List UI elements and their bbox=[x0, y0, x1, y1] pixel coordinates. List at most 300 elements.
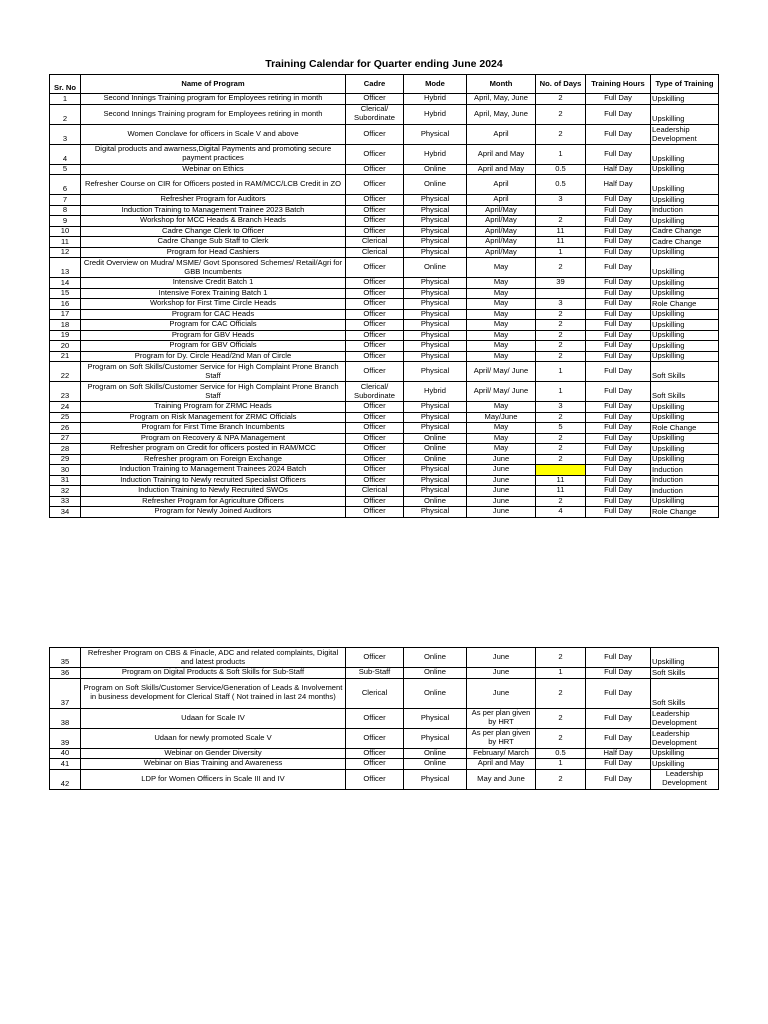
cadre-cell: Officer bbox=[346, 769, 404, 789]
type-cell: Induction bbox=[651, 486, 719, 497]
month-cell: May bbox=[467, 444, 536, 455]
hours-cell: Full Day bbox=[586, 309, 651, 320]
table-row bbox=[50, 144, 719, 164]
page-title: Training Calendar for Quarter ending June 2024 bbox=[265, 58, 503, 70]
type-cell: Upskilling bbox=[651, 496, 719, 507]
cadre-cell: Officer bbox=[346, 708, 404, 728]
mode-cell: Physical bbox=[404, 351, 467, 362]
table-row bbox=[50, 237, 719, 248]
program-name-cell: Refresher program on Foreign Exchange bbox=[81, 454, 346, 465]
program-name-cell: Second Innings Training program for Employees retiring in month bbox=[81, 104, 346, 124]
hours-cell: Full Day bbox=[586, 205, 651, 216]
table-row bbox=[50, 496, 719, 507]
sr-no-cell: 12 bbox=[50, 247, 81, 258]
mode-cell: Physical bbox=[404, 769, 467, 789]
mode-cell: Online bbox=[404, 454, 467, 465]
sr-no-cell: 29 bbox=[50, 454, 81, 465]
hours-cell: Full Day bbox=[586, 402, 651, 413]
sr-no-cell: 30 bbox=[50, 465, 81, 476]
month-cell: June bbox=[467, 678, 536, 708]
days-cell: 1 bbox=[536, 362, 586, 382]
month-cell: February/ March bbox=[467, 748, 536, 759]
type-cell: Upskilling bbox=[651, 309, 719, 320]
table-row bbox=[50, 507, 719, 518]
month-cell: As per plan given by HRT bbox=[467, 728, 536, 748]
month-cell: April/May bbox=[467, 247, 536, 258]
type-cell: Upskilling bbox=[651, 216, 719, 227]
sr-no-cell: 18 bbox=[50, 320, 81, 331]
program-name-cell: Training Program for ZRMC Heads bbox=[81, 402, 346, 413]
cadre-cell: Officer bbox=[346, 648, 404, 668]
sr-no-cell: 20 bbox=[50, 341, 81, 352]
hours-cell: Full Day bbox=[586, 678, 651, 708]
table-row bbox=[50, 299, 719, 310]
month-cell: June bbox=[467, 648, 536, 668]
program-name-cell: Program for Head Cashiers bbox=[81, 247, 346, 258]
days-cell: 2 bbox=[536, 444, 586, 455]
cadre-cell: Clerical bbox=[346, 486, 404, 497]
month-cell: April bbox=[467, 195, 536, 206]
cadre-cell: Officer bbox=[346, 175, 404, 195]
table-row bbox=[50, 104, 719, 124]
mode-cell: Online bbox=[404, 175, 467, 195]
sr-no-cell: 13 bbox=[50, 258, 81, 278]
type-cell: Role Change bbox=[651, 507, 719, 518]
sr-no-cell: 33 bbox=[50, 496, 81, 507]
cadre-cell: Officer bbox=[346, 402, 404, 413]
month-cell: April/May bbox=[467, 226, 536, 237]
table-row bbox=[50, 486, 719, 497]
program-name-cell: Women Conclave for officers in Scale V and above bbox=[81, 124, 346, 144]
type-cell: Upskilling bbox=[651, 288, 719, 299]
hours-cell: Full Day bbox=[586, 759, 651, 770]
days-cell bbox=[536, 288, 586, 299]
sr-no-cell: 8 bbox=[50, 205, 81, 216]
sr-no-cell: 27 bbox=[50, 433, 81, 444]
days-cell: 11 bbox=[536, 475, 586, 486]
program-name-cell: Webinar on Bias Training and Awareness bbox=[81, 759, 346, 770]
days-cell: 1 bbox=[536, 759, 586, 770]
cadre-cell: Clerical/ Subordinate bbox=[346, 104, 404, 124]
table-row bbox=[50, 433, 719, 444]
sr-no-cell: 9 bbox=[50, 216, 81, 227]
sr-no-cell: 35 bbox=[50, 648, 81, 668]
sr-no-cell: 40 bbox=[50, 748, 81, 759]
table-row bbox=[50, 164, 719, 175]
sr-no-cell: 15 bbox=[50, 288, 81, 299]
type-cell: Upskilling bbox=[651, 330, 719, 341]
month-cell: May bbox=[467, 341, 536, 352]
type-cell: Upskilling bbox=[651, 320, 719, 331]
table-row bbox=[50, 708, 719, 728]
type-cell: Upskilling bbox=[651, 104, 719, 124]
sr-no-cell: 34 bbox=[50, 507, 81, 518]
header-cadre: Cadre bbox=[346, 75, 404, 94]
program-name-cell: Intensive Credit Batch 1 bbox=[81, 278, 346, 289]
cadre-cell: Officer bbox=[346, 216, 404, 227]
days-cell: 11 bbox=[536, 237, 586, 248]
program-name-cell: Program on Recovery & NPA Management bbox=[81, 433, 346, 444]
sr-no-cell: 36 bbox=[50, 668, 81, 679]
mode-cell: Online bbox=[404, 748, 467, 759]
table-row bbox=[50, 94, 719, 105]
days-cell: 2 bbox=[536, 309, 586, 320]
days-cell: 11 bbox=[536, 226, 586, 237]
type-cell: Upskilling bbox=[651, 94, 719, 105]
days-cell: 2 bbox=[536, 330, 586, 341]
hours-cell: Full Day bbox=[586, 668, 651, 679]
sr-no-cell: 26 bbox=[50, 423, 81, 434]
program-name-cell: Workshop for MCC Heads & Branch Heads bbox=[81, 216, 346, 227]
hours-cell: Full Day bbox=[586, 94, 651, 105]
days-cell: 2 bbox=[536, 341, 586, 352]
mode-cell: Physical bbox=[404, 402, 467, 413]
cadre-cell: Officer bbox=[346, 728, 404, 748]
mode-cell: Online bbox=[404, 164, 467, 175]
month-cell: April/May bbox=[467, 216, 536, 227]
cadre-cell: Officer bbox=[346, 205, 404, 216]
cadre-cell: Officer bbox=[346, 507, 404, 518]
mode-cell: Online bbox=[404, 668, 467, 679]
mode-cell: Physical bbox=[404, 475, 467, 486]
table-row bbox=[50, 278, 719, 289]
program-name-cell: Program on Soft Skills/Customer Service for High Complaint Prone Branch Staff bbox=[81, 362, 346, 382]
month-cell: April, May, June bbox=[467, 94, 536, 105]
days-cell: 2 bbox=[536, 433, 586, 444]
header-month: Month bbox=[467, 75, 536, 94]
sr-no-cell: 41 bbox=[50, 759, 81, 770]
cadre-cell: Officer bbox=[346, 465, 404, 476]
program-name-cell: Udaan for Scale IV bbox=[81, 708, 346, 728]
header-type: Type of Training bbox=[651, 75, 719, 94]
type-cell: Upskilling bbox=[651, 402, 719, 413]
table-row bbox=[50, 759, 719, 770]
cadre-cell: Clerical bbox=[346, 247, 404, 258]
cadre-cell: Officer bbox=[346, 309, 404, 320]
program-name-cell: Intensive Forex Training Batch 1 bbox=[81, 288, 346, 299]
header-sr-no: Sr. No bbox=[50, 75, 81, 94]
month-cell: June bbox=[467, 507, 536, 518]
sr-no-cell: 21 bbox=[50, 351, 81, 362]
month-cell: May bbox=[467, 278, 536, 289]
program-name-cell: Induction Training to Management Trainees 2024 Batch bbox=[81, 465, 346, 476]
program-name-cell: Cadre Change Clerk to Officer bbox=[81, 226, 346, 237]
table-row bbox=[50, 216, 719, 227]
mode-cell: Physical bbox=[404, 362, 467, 382]
type-cell: Soft Skills bbox=[651, 678, 719, 708]
table-row bbox=[50, 258, 719, 278]
mode-cell: Hybrid bbox=[404, 104, 467, 124]
cadre-cell: Officer bbox=[346, 299, 404, 310]
month-cell: May bbox=[467, 330, 536, 341]
table-row bbox=[50, 412, 719, 423]
table-row bbox=[50, 362, 719, 382]
cadre-cell: Officer bbox=[346, 362, 404, 382]
type-cell: Upskilling bbox=[651, 351, 719, 362]
hours-cell: Full Day bbox=[586, 433, 651, 444]
table-row bbox=[50, 423, 719, 434]
cadre-cell: Officer bbox=[346, 412, 404, 423]
cadre-cell: Clerical bbox=[346, 237, 404, 248]
days-cell: 2 bbox=[536, 258, 586, 278]
program-name-cell: Udaan for newly promoted Scale V bbox=[81, 728, 346, 748]
table-row bbox=[50, 330, 719, 341]
sr-no-cell: 10 bbox=[50, 226, 81, 237]
hours-cell: Full Day bbox=[586, 124, 651, 144]
type-cell: Induction bbox=[651, 475, 719, 486]
mode-cell: Physical bbox=[404, 216, 467, 227]
month-cell: May bbox=[467, 320, 536, 331]
hours-cell: Full Day bbox=[586, 769, 651, 789]
sr-no-cell: 23 bbox=[50, 382, 81, 402]
cadre-cell: Officer bbox=[346, 454, 404, 465]
table-row bbox=[50, 309, 719, 320]
type-cell: Soft Skills bbox=[651, 382, 719, 402]
type-cell: Role Change bbox=[651, 299, 719, 310]
program-name-cell: Refresher Program for Auditors bbox=[81, 195, 346, 206]
table-row bbox=[50, 288, 719, 299]
table-row bbox=[50, 465, 719, 476]
program-name-cell: Program for CAC Officials bbox=[81, 320, 346, 331]
hours-cell: Full Day bbox=[586, 475, 651, 486]
type-cell: Upskilling bbox=[651, 412, 719, 423]
program-name-cell: Digital products and awarness,Digital Payments and promoting secure payment practices bbox=[81, 144, 346, 164]
hours-cell: Full Day bbox=[586, 104, 651, 124]
days-cell: 2 bbox=[536, 124, 586, 144]
program-name-cell: Refresher Program on CBS & Finacle, ADC and related complaints, Digital and latest products bbox=[81, 648, 346, 668]
table-row bbox=[50, 402, 719, 413]
mode-cell: Physical bbox=[404, 195, 467, 206]
cadre-cell: Officer bbox=[346, 351, 404, 362]
type-cell: Induction bbox=[651, 465, 719, 476]
program-name-cell: Program on Risk Management for ZRMC Officials bbox=[81, 412, 346, 423]
mode-cell: Online bbox=[404, 496, 467, 507]
hours-cell: Full Day bbox=[586, 226, 651, 237]
month-cell: May bbox=[467, 299, 536, 310]
days-cell: 2 bbox=[536, 320, 586, 331]
month-cell: June bbox=[467, 486, 536, 497]
month-cell: April, May, June bbox=[467, 104, 536, 124]
program-name-cell: Cadre Change Sub Staff to Clerk bbox=[81, 237, 346, 248]
days-cell: 3 bbox=[536, 195, 586, 206]
type-cell: Leadership Development bbox=[651, 124, 719, 144]
hours-cell: Full Day bbox=[586, 486, 651, 497]
program-name-cell: Program on Digital Products & Soft Skills for Sub-Staff bbox=[81, 668, 346, 679]
type-cell: Upskilling bbox=[651, 164, 719, 175]
program-name-cell: Program for GBV Officials bbox=[81, 341, 346, 352]
mode-cell: Online bbox=[404, 648, 467, 668]
month-cell: April bbox=[467, 124, 536, 144]
month-cell: April/May bbox=[467, 205, 536, 216]
cadre-cell: Officer bbox=[346, 475, 404, 486]
type-cell: Cadre Change bbox=[651, 226, 719, 237]
program-name-cell: Workshop for First Time Circle Heads bbox=[81, 299, 346, 310]
header-hours: Training Hours bbox=[586, 75, 651, 94]
cadre-cell: Officer bbox=[346, 94, 404, 105]
cadre-cell: Officer bbox=[346, 330, 404, 341]
type-cell: Induction bbox=[651, 205, 719, 216]
month-cell: May and June bbox=[467, 769, 536, 789]
table-row bbox=[50, 748, 719, 759]
month-cell: April and May bbox=[467, 759, 536, 770]
cadre-cell: Officer bbox=[346, 444, 404, 455]
mode-cell: Online bbox=[404, 433, 467, 444]
program-name-cell: Program for Dy. Circle Head/2nd Man of Circle bbox=[81, 351, 346, 362]
training-table-part-1 bbox=[49, 74, 719, 518]
table-row bbox=[50, 769, 719, 789]
days-cell: 2 bbox=[536, 769, 586, 789]
month-cell: May bbox=[467, 402, 536, 413]
program-name-cell: Refresher program on Credit for officers posted in RAM/MCC bbox=[81, 444, 346, 455]
mode-cell: Physical bbox=[404, 237, 467, 248]
mode-cell: Physical bbox=[404, 412, 467, 423]
cadre-cell: Officer bbox=[346, 288, 404, 299]
sr-no-cell: 16 bbox=[50, 299, 81, 310]
sr-no-cell: 39 bbox=[50, 728, 81, 748]
month-cell: May bbox=[467, 258, 536, 278]
hours-cell: Full Day bbox=[586, 728, 651, 748]
mode-cell: Online bbox=[404, 258, 467, 278]
header-days: No. of Days bbox=[536, 75, 586, 94]
hours-cell: Half Day bbox=[586, 748, 651, 759]
program-name-cell: Induction Training to Newly recruited Specialist Officers bbox=[81, 475, 346, 486]
hours-cell: Full Day bbox=[586, 454, 651, 465]
month-cell: May bbox=[467, 423, 536, 434]
days-cell bbox=[536, 465, 586, 476]
cadre-cell: Officer bbox=[346, 195, 404, 206]
hours-cell: Full Day bbox=[586, 496, 651, 507]
header-mode: Mode bbox=[404, 75, 467, 94]
table-row bbox=[50, 124, 719, 144]
cadre-cell: Clerical bbox=[346, 678, 404, 708]
cadre-cell: Officer bbox=[346, 124, 404, 144]
cadre-cell: Officer bbox=[346, 759, 404, 770]
sr-no-cell: 11 bbox=[50, 237, 81, 248]
hours-cell: Full Day bbox=[586, 258, 651, 278]
sr-no-cell: 6 bbox=[50, 175, 81, 195]
mode-cell: Physical bbox=[404, 309, 467, 320]
program-name-cell: Program for Newly Joined Auditors bbox=[81, 507, 346, 518]
hours-cell: Full Day bbox=[586, 341, 651, 352]
month-cell: May bbox=[467, 309, 536, 320]
sr-no-cell: 38 bbox=[50, 708, 81, 728]
month-cell: April bbox=[467, 175, 536, 195]
mode-cell: Physical bbox=[404, 320, 467, 331]
table-row bbox=[50, 351, 719, 362]
table-row bbox=[50, 444, 719, 455]
cadre-cell: Officer bbox=[346, 258, 404, 278]
days-cell: 1 bbox=[536, 382, 586, 402]
type-cell: Soft Skills bbox=[651, 362, 719, 382]
hours-cell: Full Day bbox=[586, 320, 651, 331]
month-cell: April and May bbox=[467, 144, 536, 164]
program-name-cell: Refresher Course on CIR for Officers posted in RAM/MCC/LCB Credit in ZO bbox=[81, 175, 346, 195]
sr-no-cell: 3 bbox=[50, 124, 81, 144]
days-cell: 1 bbox=[536, 247, 586, 258]
sr-no-cell: 2 bbox=[50, 104, 81, 124]
mode-cell: Physical bbox=[404, 247, 467, 258]
type-cell: Upskilling bbox=[651, 195, 719, 206]
type-cell: Upskilling bbox=[651, 433, 719, 444]
mode-cell: Physical bbox=[404, 423, 467, 434]
mode-cell: Physical bbox=[404, 288, 467, 299]
cadre-cell: Officer bbox=[346, 496, 404, 507]
hours-cell: Half Day bbox=[586, 164, 651, 175]
program-name-cell: Induction Training to Management Trainee 2023 Batch bbox=[81, 205, 346, 216]
days-cell: 5 bbox=[536, 423, 586, 434]
hours-cell: Full Day bbox=[586, 237, 651, 248]
hours-cell: Full Day bbox=[586, 247, 651, 258]
type-cell: Upskilling bbox=[651, 144, 719, 164]
month-cell: April/ May/ June bbox=[467, 382, 536, 402]
program-name-cell: Program for GBV Heads bbox=[81, 330, 346, 341]
sr-no-cell: 19 bbox=[50, 330, 81, 341]
sr-no-cell: 31 bbox=[50, 475, 81, 486]
type-cell: Upskilling bbox=[651, 748, 719, 759]
cadre-cell: Officer bbox=[346, 144, 404, 164]
program-name-cell: Credit Overview on Mudra/ MSME/ Govt Sponsored Schemes/ Retail/Agri for GBB Incumbents bbox=[81, 258, 346, 278]
mode-cell: Physical bbox=[404, 330, 467, 341]
type-cell: Leadership Development bbox=[651, 708, 719, 728]
month-cell: April/May bbox=[467, 237, 536, 248]
sr-no-cell: 1 bbox=[50, 94, 81, 105]
hours-cell: Full Day bbox=[586, 412, 651, 423]
type-cell: Cadre Change bbox=[651, 237, 719, 248]
hours-cell: Full Day bbox=[586, 507, 651, 518]
cadre-cell: Officer bbox=[346, 748, 404, 759]
hours-cell: Full Day bbox=[586, 362, 651, 382]
sr-no-cell: 7 bbox=[50, 195, 81, 206]
program-name-cell: Program for First Time Branch Incumbents bbox=[81, 423, 346, 434]
sr-no-cell: 22 bbox=[50, 362, 81, 382]
mode-cell: Physical bbox=[404, 226, 467, 237]
days-cell: 3 bbox=[536, 402, 586, 413]
type-cell: Upskilling bbox=[651, 341, 719, 352]
mode-cell: Physical bbox=[404, 486, 467, 497]
days-cell: 0.5 bbox=[536, 175, 586, 195]
table-row bbox=[50, 382, 719, 402]
hours-cell: Full Day bbox=[586, 708, 651, 728]
month-cell: May bbox=[467, 351, 536, 362]
mode-cell: Online bbox=[404, 759, 467, 770]
type-cell: Upskilling bbox=[651, 258, 719, 278]
sr-no-cell: 37 bbox=[50, 678, 81, 708]
hours-cell: Full Day bbox=[586, 195, 651, 206]
table-row bbox=[50, 668, 719, 679]
days-cell: 2 bbox=[536, 351, 586, 362]
month-cell: June bbox=[467, 475, 536, 486]
days-cell: 2 bbox=[536, 94, 586, 105]
mode-cell: Physical bbox=[404, 507, 467, 518]
table-row bbox=[50, 247, 719, 258]
type-cell: Upskilling bbox=[651, 247, 719, 258]
mode-cell: Physical bbox=[404, 708, 467, 728]
table-row bbox=[50, 205, 719, 216]
type-cell: Upskilling bbox=[651, 454, 719, 465]
mode-cell: Physical bbox=[404, 299, 467, 310]
days-cell: 1 bbox=[536, 668, 586, 679]
program-name-cell: Webinar on Gender Diversity bbox=[81, 748, 346, 759]
program-name-cell: Induction Training to Newly Recruited SWOs bbox=[81, 486, 346, 497]
days-cell: 3 bbox=[536, 299, 586, 310]
mode-cell: Online bbox=[404, 444, 467, 455]
table-row bbox=[50, 454, 719, 465]
days-cell: 11 bbox=[536, 486, 586, 497]
table-row bbox=[50, 648, 719, 668]
cadre-cell: Officer bbox=[346, 341, 404, 352]
month-cell: April and May bbox=[467, 164, 536, 175]
cadre-cell: Officer bbox=[346, 278, 404, 289]
